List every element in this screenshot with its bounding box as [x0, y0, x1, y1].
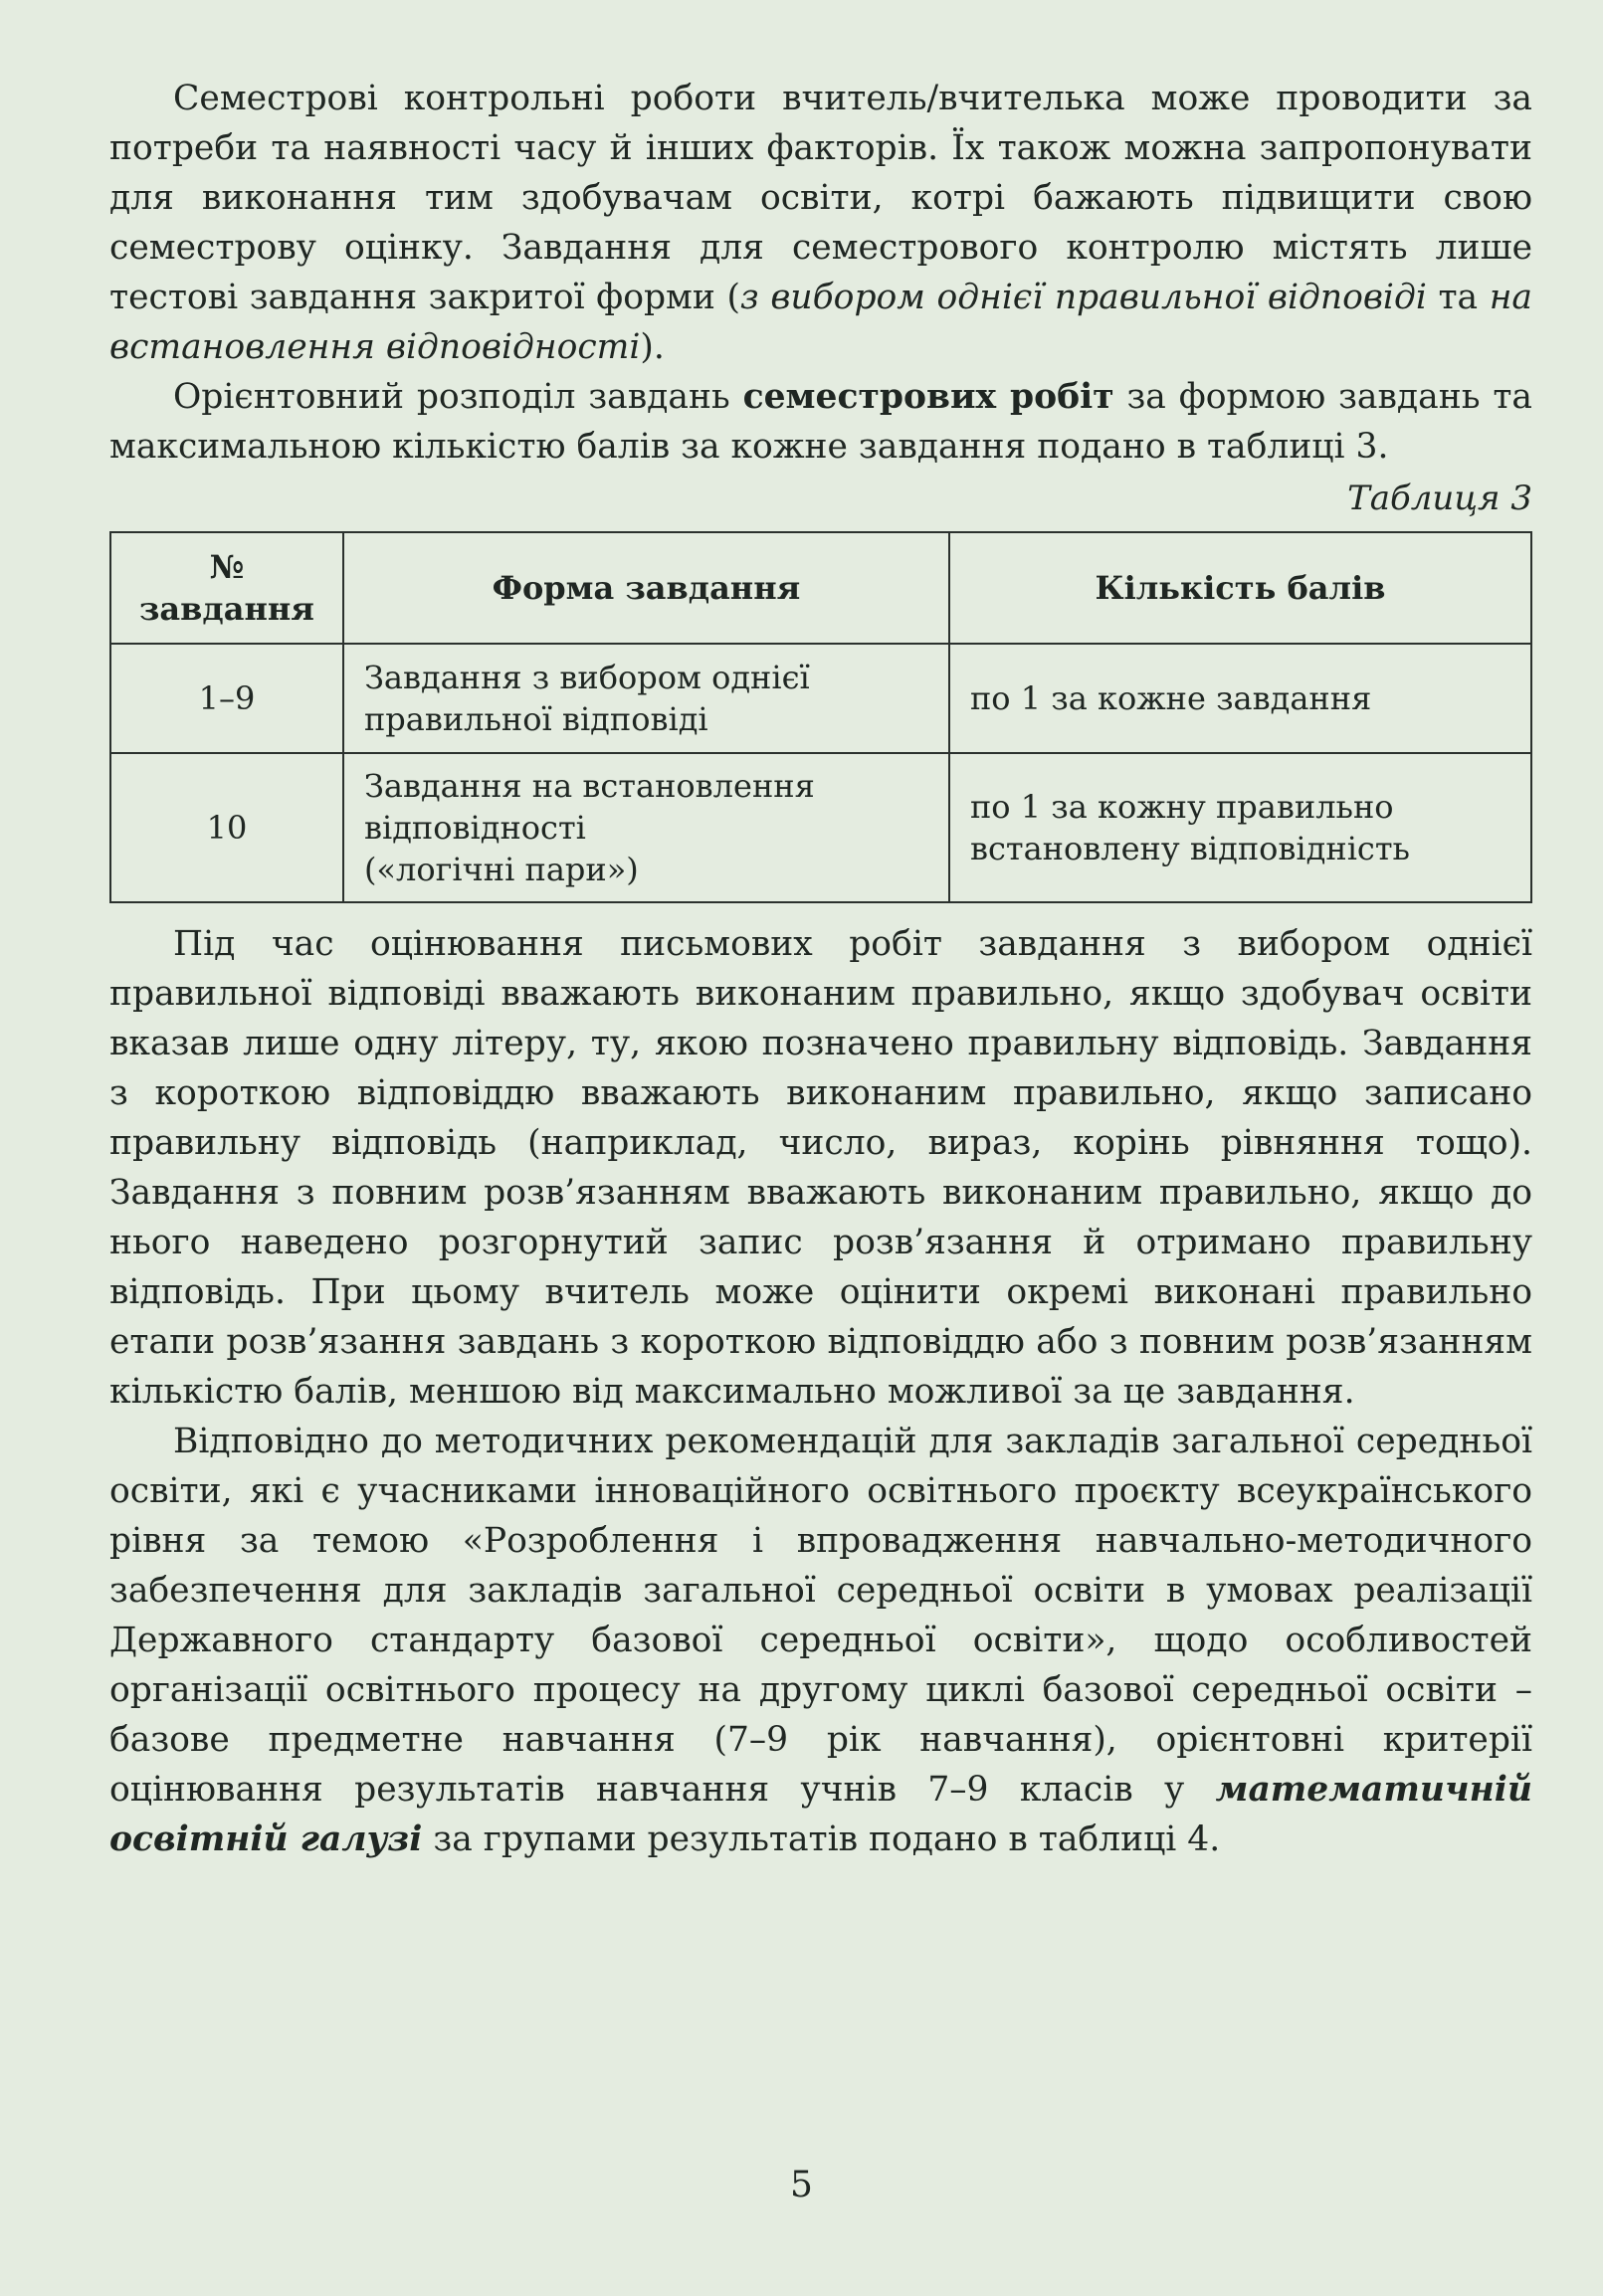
paragraph-4-end: за групами результатів подано в таблиці 4. — [422, 1819, 1221, 1859]
paragraph-4-emphasis: математичній освітній галузі — [109, 1770, 1532, 1859]
cell-task-form: Завдання з вибором однієї правильної відповіді — [343, 644, 949, 753]
table-caption: Таблиця 3 — [1347, 478, 1532, 518]
paragraph-1 — [109, 74, 1532, 372]
paragraph-2-start: Орієнтовний розподіл завдань — [173, 377, 743, 417]
cell-points: по 1 за кожну правильно встановлену відповідність — [949, 753, 1531, 902]
header-task-number: № завдання — [110, 532, 343, 644]
cell-points: по 1 за кожне завдання — [949, 644, 1531, 753]
header-task-form: Форма завдання — [343, 532, 949, 644]
paragraph-2-bold: семестрових робіт — [742, 377, 1114, 417]
page-number: 5 — [790, 2165, 813, 2205]
cell-task-form: Завдання на встановлення відповідності («логічні пари») — [343, 753, 949, 902]
cell-task-number: 10 — [110, 753, 343, 902]
table-row — [110, 644, 1531, 753]
paragraph-2 — [109, 372, 1532, 472]
table-3 — [109, 531, 1532, 903]
paragraph-2-end: за формою завдань та максимальною кількістю балів за кожне завдання подано в таблиці 3. — [109, 377, 1532, 467]
paragraph-3: Під час оцінювання письмових робіт завдання з вибором однієї правильної відповіді вважають виконаним правильно, якщо здобувач освіти вказав лише одну літеру, ту, якою позначено правильну відповідь. Завдання з короткою відповіддю вважають виконаним правильно, якщо записано правильну відповідь (наприклад, число, вираз, корінь рівняння тощо). Завдання з повним розв’язанням вважають виконаним правильно, якщо до нього наведено розгорнутий запис розв’язання й отримано правильну відповідь. При цьому вчитель може оцінити окремі виконані правильно етапи розв’язання завдань з короткою відповіддю або з повним розв’язанням кількістю балів, меншою від максимально можливої за це завдання. — [109, 924, 1532, 1412]
paragraph-1-text: Семестрові контрольні роботи вчитель/вчителька може проводити за потреби та наявності часу й інших факторів. Їх також можна запропонувати для виконання тим здобувачам освіти, котрі бажають підвищити свою семестрову оцінку. Завдання для семестрового контролю містять лише тестові завдання закритої форми ( — [109, 79, 1532, 317]
table-row — [110, 753, 1531, 902]
paragraph-1-end: ). — [640, 327, 665, 367]
cell-task-number: 1–9 — [110, 644, 343, 753]
header-points: Кількість балів — [949, 532, 1531, 644]
paragraph-1-emphasis-1: з вибором однієї правильної відповіді — [739, 278, 1427, 317]
table-header-row — [110, 532, 1531, 644]
table-body — [110, 644, 1531, 902]
paragraph-1-mid: та — [1426, 278, 1490, 317]
paragraph-4 — [109, 1417, 1532, 1864]
page-content — [109, 74, 1532, 1864]
paragraph-4-text: Відповідно до методичних рекомендацій для закладів загальної середньої освіти, які є учасниками інноваційного освітнього проєкту всеукраїнського рівня за темою «Розроблення і впровадження навчально-методичного забезпечення для закладів загальної середньої освіти в умовах реалізації Державного стандарту базової середньої освіти», щодо особливостей організації освітнього процесу на другому циклі базової середньої освіти – базове предметне навчання (7–9 рік навчання), орієнтовні критерії оцінювання результатів навчання учнів 7–9 класів у — [109, 1422, 1532, 1810]
paragraph-1-emphasis-2: на встановлення відповідності — [109, 278, 1532, 367]
